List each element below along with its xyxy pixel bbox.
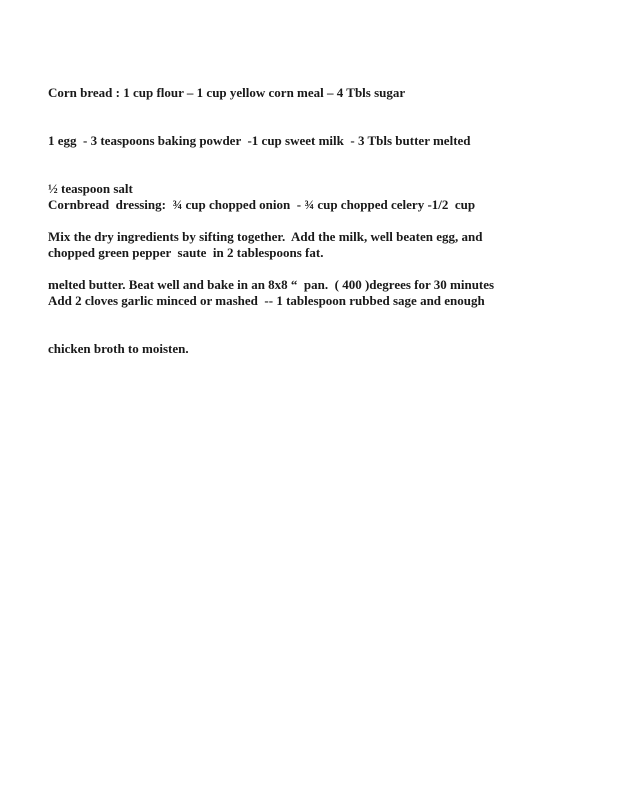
recipe-line: Mix the dry ingredients by sifting together. Add the milk, well beaten egg, and xyxy=(48,229,483,244)
recipe-line: chopped green pepper saute in 2 tablespoons fat. xyxy=(48,245,324,260)
recipe-line: Add 2 cloves garlic minced or mashed -- 1 tablespoon rubbed sage and enough xyxy=(48,293,485,308)
recipe-line: Cornbread dressing: ¾ cup chopped onion - ¾ cup chopped celery -1/2 cup xyxy=(48,197,476,212)
recipe-line: chicken broth to moisten. xyxy=(48,341,189,356)
cornbread-dressing-recipe xyxy=(48,165,608,389)
recipe-line: 1 egg - 3 teaspoons baking powder -1 cup sweet milk - 3 Tbls butter melted xyxy=(48,133,471,148)
recipe-line: melted butter. Beat well and bake in an 8x8 “ pan. ( 400 )degrees for 30 minutes xyxy=(48,277,495,292)
recipe-line: ½ teaspoon salt xyxy=(48,181,133,196)
recipe-line: Corn bread : 1 cup flour – 1 cup yellow corn meal – 4 Tbls sugar xyxy=(48,85,406,100)
